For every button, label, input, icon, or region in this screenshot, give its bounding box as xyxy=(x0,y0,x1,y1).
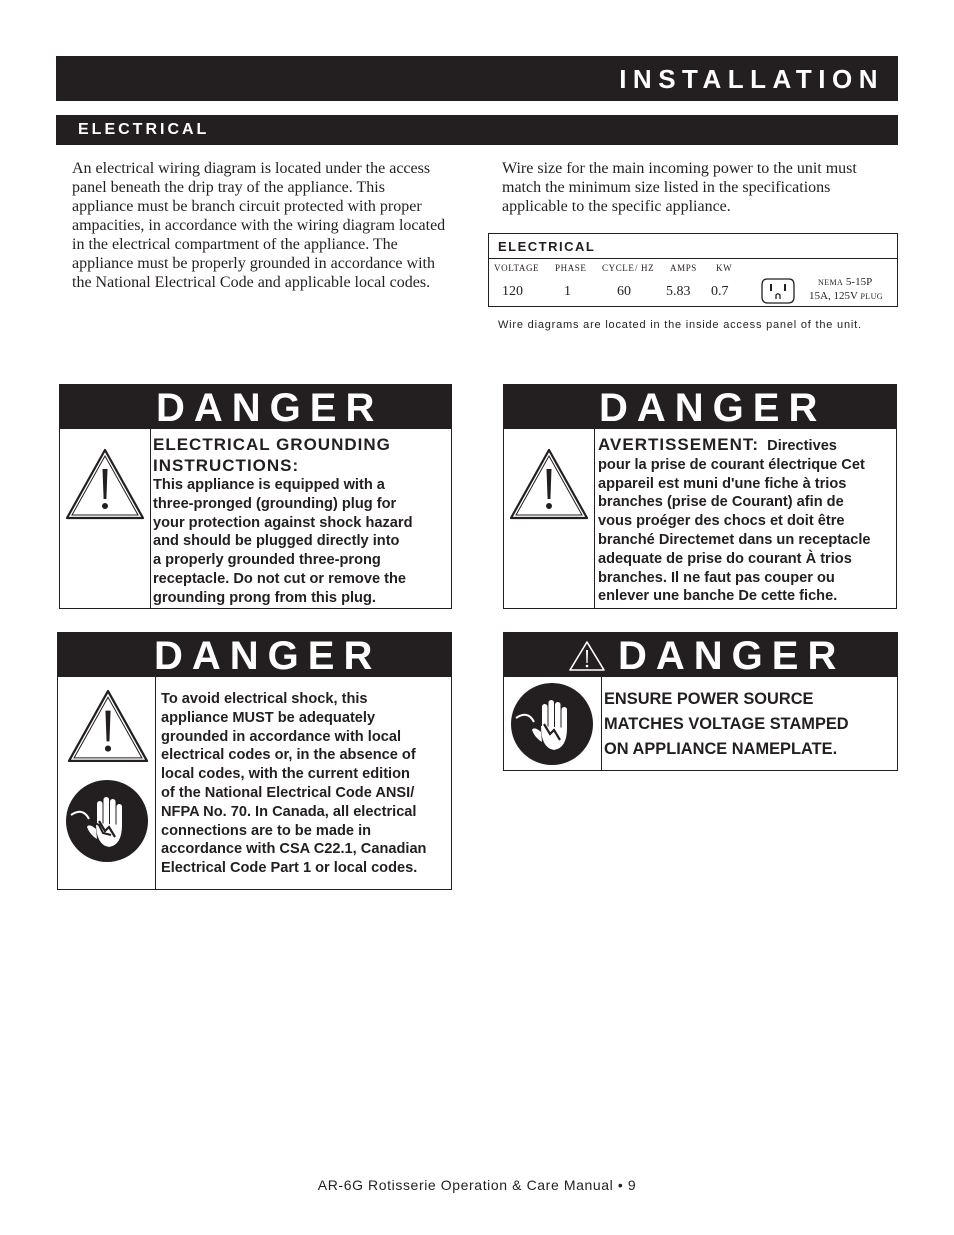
page-footer: AR-6G Rotisserie Operation & Care Manual • 9 xyxy=(317,1177,637,1193)
avertissement-line: appareil est muni d'une fiche à trios xyxy=(598,475,847,492)
danger-grounding-box xyxy=(59,384,452,609)
electrical-section-header xyxy=(56,115,898,145)
avertissement-line: adequate de prise do courant À trios xyxy=(598,550,852,567)
grounding-line: This appliance is equipped with a xyxy=(153,477,385,493)
header-kw: KW xyxy=(716,263,733,273)
shock-line: connections are to be made in xyxy=(161,822,372,839)
installation-header xyxy=(56,56,898,101)
shock-line: NFPA No. 70. In Canada, all electrical xyxy=(161,803,417,820)
header-phase: PHASE xyxy=(555,263,587,273)
avertissement-heading: AVERTISSEMENT: xyxy=(598,435,760,454)
header-cycle: CYCLE xyxy=(602,263,635,273)
warning-triangle-icon xyxy=(508,447,590,521)
value-phase: 1 xyxy=(564,284,571,299)
voltage-warning-text xyxy=(604,687,896,762)
value-kw: 0.7 xyxy=(711,284,729,299)
danger-voltage-box xyxy=(503,632,898,771)
avertissement-line: enlever une banche De cette fiche. xyxy=(598,588,838,605)
avertissement-line: branches. Il ne faut pas couper ou xyxy=(598,569,835,586)
danger-title: DANGER xyxy=(154,634,382,678)
avertissement-line: Directives xyxy=(767,438,837,454)
electrical-spec-table: ELECTRICAL VOLTAGE PHASE CYCLE / HZ AMPS KW 120 1 60 5.83 0.7 xyxy=(488,233,898,307)
grounding-line: your protection against shock hazard xyxy=(153,514,413,531)
avertissement-line: pour la prise de courant électrique Cet xyxy=(598,456,865,473)
grounding-line: three-pronged (grounding) plug for xyxy=(153,495,397,512)
header-voltage: VOLTAGE xyxy=(494,263,540,273)
grounding-line: and should be plugged directly into xyxy=(153,533,400,550)
danger-header xyxy=(58,633,451,677)
electric-shock-hand-icon xyxy=(510,682,594,766)
danger-title: DANGER xyxy=(618,634,846,678)
grounding-line: a properly grounded three-prong xyxy=(153,552,381,569)
danger-title: DANGER xyxy=(156,386,384,430)
page-title: INSTALLATION xyxy=(619,64,884,94)
nema-plug-icon xyxy=(760,277,796,305)
grounding-heading: ELECTRICAL GROUNDING INSTRUCTIONS: xyxy=(153,435,391,475)
avertissement-line: branché Directemet dans un receptacle xyxy=(598,531,871,548)
shock-line: grounded in accordance with local xyxy=(161,728,402,745)
voltage-line: MATCHES VOLTAGE STAMPED xyxy=(604,715,849,733)
grounding-instructions-text xyxy=(153,434,449,608)
wire-diagram-note: Wire diagrams are located in the inside access panel of the unit. xyxy=(498,319,862,331)
nema-label: NEMA 5-15P xyxy=(818,276,873,288)
grounding-line: receptacle. Do not cut or remove the xyxy=(153,570,407,587)
shock-line: accordance with CSA C22.1, Canadian xyxy=(161,841,427,858)
warning-triangle-icon xyxy=(64,447,146,521)
electric-shock-hand-icon xyxy=(65,779,149,863)
shock-line: Electrical Code Part 1 or local codes. xyxy=(161,860,418,877)
section-title: ELECTRICAL xyxy=(78,121,210,138)
warning-triangle-icon xyxy=(65,688,151,764)
value-voltage: 120 xyxy=(502,284,523,299)
shock-line: electrical codes or, in the absence of xyxy=(161,747,416,764)
shock-warning-text xyxy=(161,690,451,878)
wiring-diagram-paragraph: An electrical wiring diagram is located under the access panel beneath the drip tray of the appliance. This appliance must be branch circuit protected with proper ampacities, in accordance with the wiring diagram located in the electrical compartment of the appliance. The appliance must be properly grounded in accordance with the National Electrical Code and applicable local codes. xyxy=(72,160,446,291)
shock-line: To avoid electrical shock, this xyxy=(161,691,368,707)
spec-table-divider xyxy=(489,258,897,259)
danger-header xyxy=(60,385,451,429)
danger-header xyxy=(504,633,897,677)
danger-header xyxy=(504,385,896,429)
plug-rating: 15A, 125V PLUG xyxy=(809,290,883,302)
spec-table-title: ELECTRICAL xyxy=(498,239,596,254)
header-hz: HZ xyxy=(641,263,655,273)
voltage-line: ENSURE POWER SOURCE xyxy=(604,690,814,708)
danger-avertissement-box xyxy=(503,384,897,609)
wire-size-paragraph: Wire size for the main incoming power to the unit must match the minimum size listed in the specifications applicable to the specific appliance. xyxy=(502,160,857,215)
danger-shock-box xyxy=(57,632,452,890)
value-cycle-hz: 60 xyxy=(617,284,631,299)
warning-triangle-icon xyxy=(568,640,606,672)
avertissement-line: branches (prise de Courant) afin de xyxy=(598,494,844,511)
avertissement-line: vous proéger des chocs et doit être xyxy=(598,513,845,530)
shock-line: local codes, with the current edition xyxy=(161,766,410,783)
shock-line: of the National Electrical Code ANSI/ xyxy=(161,784,415,801)
shock-line: appliance MUST be adequately xyxy=(161,709,376,726)
header-amps: AMPS xyxy=(670,263,697,273)
avertissement-text xyxy=(598,436,896,606)
grounding-line: grounding prong from this plug. xyxy=(153,589,376,606)
voltage-line: ON APPLIANCE NAMEPLATE. xyxy=(604,740,838,758)
value-amps: 5.83 xyxy=(666,284,691,299)
danger-title: DANGER xyxy=(599,386,827,430)
